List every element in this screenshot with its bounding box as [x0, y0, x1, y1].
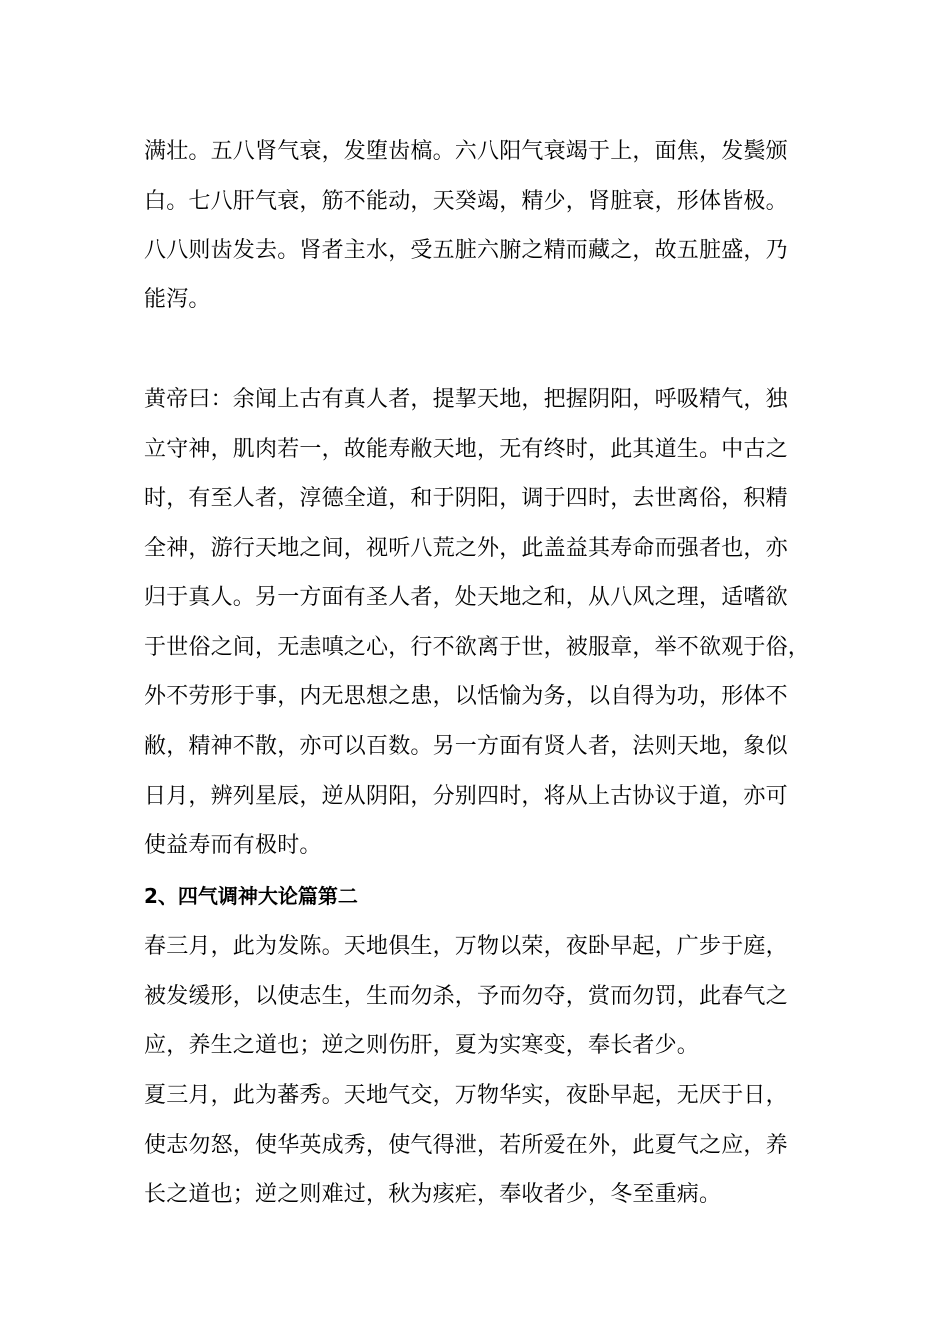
text-line: 立守神，肌肉若一，故能寿敝天地，无有终时，此其道生。中古之: [144, 437, 788, 462]
section-heading: 2、四气调神大论篇第二: [144, 884, 358, 908]
text-line: 夏三月，此为蕃秀。天地气交，万物华实，夜卧早起，无厌于日，: [144, 1083, 788, 1108]
text-line: 白。七八肝气衰，筋不能动，天癸竭，精少，肾脏衰，形体皆极。: [144, 189, 788, 214]
text-line: 使益寿而有极时。: [144, 833, 322, 858]
text-line: 日月，辨列星辰，逆从阴阳，分别四时，将从上古协议于道，亦可: [144, 784, 788, 809]
text-line: 外不劳形于事，内无思想之患，以恬愉为务，以自得为功，形体不: [144, 684, 788, 709]
text-line: 能泻。: [144, 287, 211, 312]
text-line: 使志勿怒，使华英成秀，使气得泄，若所爱在外，此夏气之应，养: [144, 1133, 788, 1158]
text-line: 时，有至人者，淳德全道，和于阴阳，调于四时，去世离俗，积精: [144, 486, 788, 511]
text-line: 全神，游行天地之间，视听八荒之外，此盖益其寿命而强者也，亦: [144, 536, 788, 561]
text-line: 归于真人。另一方面有圣人者，处天地之和，从八风之理，适嗜欲: [144, 585, 788, 610]
text-line: 被发缓形，以使志生，生而勿杀，予而勿夺，赏而勿罚，此春气之: [144, 984, 788, 1009]
text-line: 敝，精神不散，亦可以百数。另一方面有贤人者，法则天地，象似: [144, 734, 788, 759]
text-line: 应，养生之道也；逆之则伤肝，夏为实寒变，奉长者少。: [144, 1033, 700, 1058]
text-line: 春三月，此为发陈。天地俱生，万物以荣，夜卧早起，广步于庭，: [144, 934, 788, 959]
text-line: 于世俗之间，无恚嗔之心，行不欲离于世，被服章，举不欲观于俗，: [144, 635, 811, 660]
text-line: 满壮。五八肾气衰，发堕齿槁。六八阳气衰竭于上，面焦，发鬓颁: [144, 139, 788, 164]
text-line: 八八则齿发去。肾者主水，受五脏六腑之精而藏之，故五脏盛，乃: [144, 238, 788, 263]
text-line: 黄帝曰：余闻上古有真人者，提挈天地，把握阴阳，呼吸精气，独: [144, 387, 788, 412]
text-line: 长之道也；逆之则难过，秋为痎疟，奉收者少，冬至重病。: [144, 1182, 722, 1207]
